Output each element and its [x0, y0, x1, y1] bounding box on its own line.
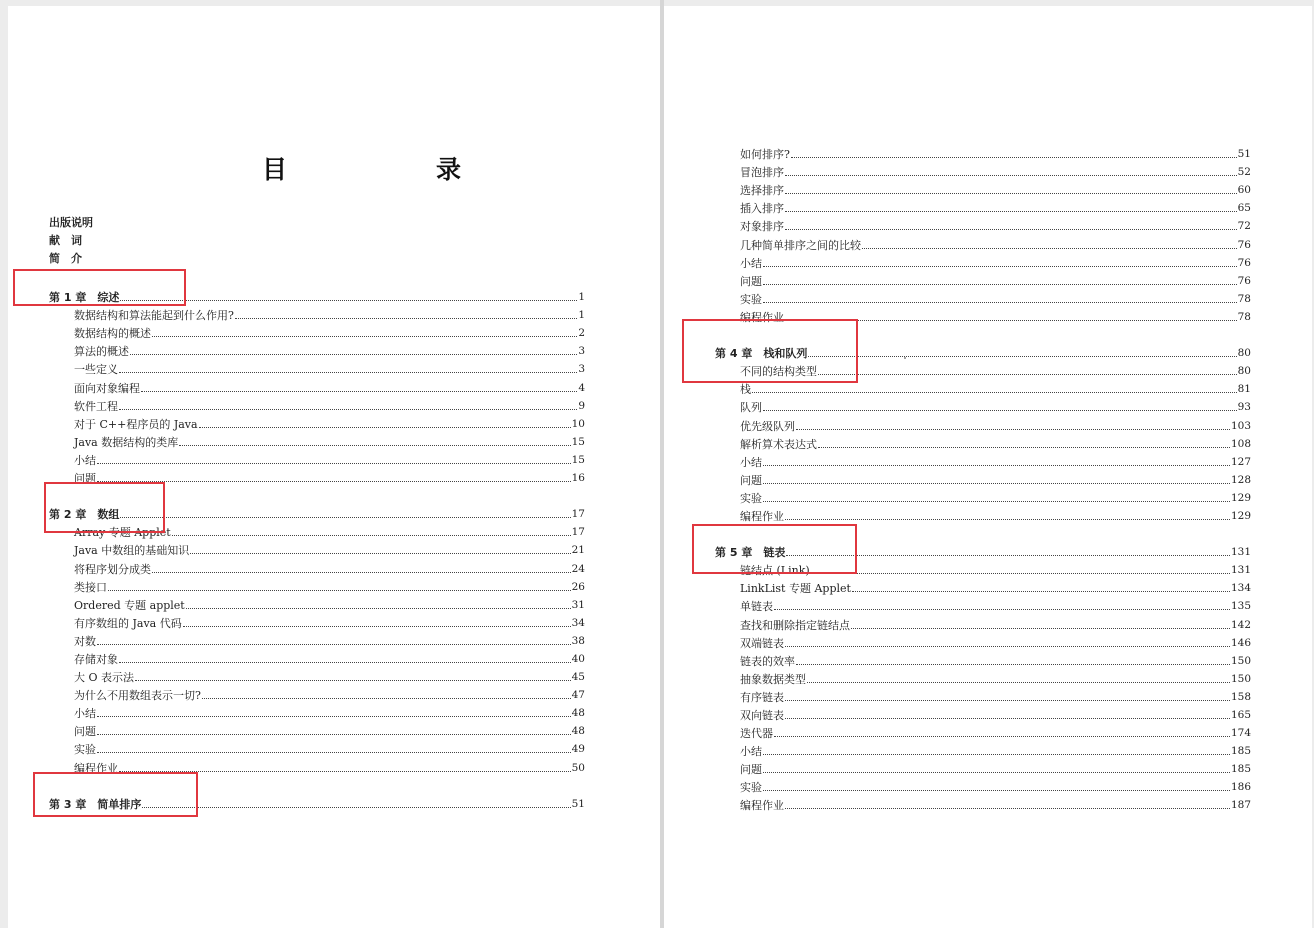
dot-leader	[785, 808, 1230, 809]
toc-entry-label: 小结	[74, 707, 96, 721]
dot-leader	[142, 807, 570, 808]
toc-page-number: 4	[578, 381, 585, 394]
dot-leader	[186, 608, 571, 609]
dot-leader	[97, 463, 571, 464]
dot-leader	[135, 680, 571, 681]
highlight-box-chapter-4	[682, 319, 858, 383]
dot-leader	[785, 193, 1237, 194]
toc-entry-label: 问题	[74, 725, 96, 739]
toc-entry-label: 小结	[740, 256, 762, 270]
toc-page-number: 129	[1230, 509, 1251, 522]
toc-entry-label: 链结点 (Link)	[740, 564, 810, 578]
highlight-box-chapter-1	[13, 269, 186, 306]
toc-section-row	[49, 557, 585, 575]
toc-section-row	[49, 612, 585, 630]
toc-page-number: 108	[1230, 437, 1251, 450]
toc-page-number: 186	[1230, 781, 1251, 794]
front-matter-item: 简 介	[49, 252, 82, 265]
toc-page-number: 131	[1230, 546, 1251, 559]
toc-entry-label: 编程作业	[740, 799, 784, 813]
dot-leader	[818, 374, 1237, 375]
toc-section-row	[49, 539, 585, 557]
toc-section-row	[49, 431, 585, 449]
toc-page-number: 128	[1230, 473, 1251, 486]
toc-section-row	[49, 720, 585, 738]
toc-page-number: 135	[1230, 600, 1251, 613]
toc-entry-label: 第 2 章 数组	[49, 508, 120, 522]
dot-leader	[763, 302, 1237, 303]
toc-entry-label: 插入排序	[740, 202, 784, 216]
toc-entry-label: 栈	[740, 383, 751, 397]
dot-leader	[141, 391, 577, 392]
toc-page-number: 3	[578, 345, 585, 358]
toc-section-row	[49, 449, 585, 467]
dot-leader	[763, 754, 1230, 755]
toc-entry-label: 实验	[740, 491, 762, 505]
toc-entry-label: 对数	[74, 634, 96, 648]
toc-section-row	[49, 702, 585, 720]
toc-page-number: 78	[1237, 292, 1251, 305]
toc-page-number: 15	[571, 435, 585, 448]
toc-page-number: 48	[571, 707, 585, 720]
dot-leader	[785, 519, 1230, 520]
scan-speck	[904, 357, 906, 359]
toc-entry-label: 数据结构和算法能起到什么作用?	[74, 309, 234, 323]
toc-page-number: 40	[571, 652, 585, 665]
toc-entry-label: 链表的效率	[740, 654, 795, 668]
toc-entry-label: 第 3 章 简单排序	[49, 797, 142, 811]
toc-page-number: 185	[1230, 763, 1251, 776]
toc-entry-label: 编程作业	[740, 310, 784, 324]
dot-leader	[774, 609, 1230, 610]
dot-leader	[796, 664, 1230, 665]
toc-page-number: 76	[1237, 238, 1251, 251]
toc-page-number: 10	[571, 417, 585, 430]
toc-section-row	[49, 738, 585, 756]
toc-section-row	[49, 413, 585, 431]
toc-entry-label: Java 中数组的基础知识	[74, 544, 190, 558]
dot-leader	[763, 266, 1237, 267]
dot-leader	[190, 553, 570, 554]
toc-section-row	[715, 143, 1251, 161]
toc-page-number: 76	[1237, 256, 1251, 269]
toc-page-number: 103	[1230, 419, 1251, 432]
toc-page-number: 52	[1237, 166, 1251, 179]
toc-section-row	[715, 740, 1251, 758]
toc-page-number: 17	[571, 526, 585, 539]
toc-title: 目 录	[262, 155, 524, 184]
toc-entry-label: 双向链表	[740, 709, 784, 722]
toc-section-row	[49, 630, 585, 648]
toc-entry-label: 软件工程	[74, 399, 118, 413]
toc-section-row	[715, 451, 1251, 469]
toc-page-number: 24	[571, 562, 585, 575]
toc-section-row	[715, 233, 1251, 251]
toc-entry-label: 几种简单排序之间的比较	[740, 238, 861, 252]
toc-entry-label: 编程作业	[74, 761, 118, 775]
toc-section-row	[715, 722, 1251, 740]
dot-leader	[119, 662, 571, 663]
dot-leader	[763, 410, 1237, 411]
toc-page-number: 150	[1230, 672, 1251, 685]
toc-entry-label: 小结	[74, 453, 96, 467]
toc-section-row	[715, 433, 1251, 451]
toc-page-number: 1	[578, 291, 585, 304]
toc-entry-label: 抽象数据类型	[740, 672, 806, 686]
toc-section-row	[715, 794, 1251, 812]
toc-section-row	[715, 215, 1251, 233]
toc-page-number: 17	[571, 508, 585, 521]
toc-page-number: 78	[1237, 310, 1251, 323]
dot-leader	[183, 626, 571, 627]
toc-page-number: 158	[1230, 690, 1251, 703]
dot-leader	[763, 284, 1237, 285]
toc-section-row	[49, 304, 585, 322]
toc-page-number: 146	[1230, 636, 1251, 649]
toc-page-number: 16	[571, 472, 585, 485]
toc-page-number: 185	[1230, 745, 1251, 758]
dot-leader	[202, 698, 571, 699]
front-matter-item: 出版说明	[49, 216, 93, 229]
toc-entry-label: 问题	[740, 274, 762, 288]
toc-entry-label: 第 5 章 链表	[715, 546, 786, 560]
toc-page-number: 26	[571, 580, 585, 593]
toc-entry-label: 实验	[74, 743, 96, 757]
toc-entry-label: 有序数组的 Java 代码	[74, 616, 182, 630]
toc-entry-label: 队列	[740, 401, 762, 415]
toc-page-number: 60	[1237, 184, 1251, 197]
dot-leader	[791, 157, 1237, 158]
dot-leader	[785, 700, 1230, 701]
front-matter-item: 献 词	[49, 234, 82, 247]
toc-section-row	[715, 288, 1251, 306]
toc-page-number: 48	[571, 725, 585, 738]
dot-leader	[852, 591, 1230, 592]
toc-page-number: 129	[1230, 491, 1251, 504]
toc-page-number: 150	[1230, 654, 1251, 667]
toc-section-row	[49, 395, 585, 413]
toc-entry-label: 问题	[740, 763, 762, 777]
toc-entries-right	[715, 143, 1251, 812]
toc-entry-label: 优先级队列	[740, 419, 795, 433]
toc-page-number: 76	[1237, 274, 1251, 287]
dot-leader	[785, 229, 1237, 230]
dot-leader	[763, 483, 1230, 484]
dot-leader	[235, 318, 577, 319]
toc-page-number: 51	[571, 797, 585, 810]
toc-entry-label: 编程作业	[740, 509, 784, 523]
toc-page-number: 3	[578, 363, 585, 376]
toc-section-row	[715, 595, 1251, 613]
toc-entry-label: 类接口	[74, 580, 107, 594]
toc-page-number: 142	[1230, 618, 1251, 631]
toc-entry-label: 不同的结构类型	[740, 365, 817, 379]
toc-page-number: 65	[1237, 202, 1251, 215]
toc-page-number: 187	[1230, 799, 1251, 812]
toc-page-number: 165	[1230, 709, 1251, 721]
dot-leader	[152, 336, 577, 337]
toc-page-number: 21	[571, 544, 585, 557]
toc-entry-label: 实验	[740, 292, 762, 306]
toc-entry-label: Java 数据结构的类库	[74, 435, 179, 449]
toc-section-row	[715, 179, 1251, 197]
toc-section-row	[49, 576, 585, 594]
toc-section-row	[715, 613, 1251, 631]
toc-entry-label: 解析算术表达式	[740, 437, 817, 451]
toc-section-row	[715, 758, 1251, 776]
toc-section-row	[715, 252, 1251, 270]
toc-page-number: 38	[571, 634, 585, 647]
toc-page-number: 134	[1230, 582, 1251, 595]
dot-leader	[763, 465, 1230, 466]
toc-entry-label: 对象排序	[740, 220, 784, 234]
toc-section-row	[49, 666, 585, 684]
dot-leader	[774, 736, 1230, 737]
toc-entry-label: 一些定义	[74, 363, 118, 377]
toc-page-number: 1	[578, 309, 585, 322]
toc-section-row	[49, 340, 585, 358]
toc-page-number: 47	[571, 689, 585, 702]
toc-section-row	[715, 161, 1251, 179]
toc-page-number: 34	[571, 616, 585, 629]
dot-leader	[119, 409, 577, 410]
toc-page-number: 50	[571, 761, 585, 774]
toc-section-row	[715, 650, 1251, 668]
dot-leader	[97, 481, 571, 482]
toc-page-number: 49	[571, 743, 585, 756]
toc-entry-label: 冒泡排序	[740, 166, 784, 180]
toc-page-number: 131	[1230, 564, 1251, 577]
toc-section-row	[49, 594, 585, 612]
toc-section-row	[49, 648, 585, 666]
dot-leader	[120, 300, 577, 301]
dot-leader	[97, 644, 571, 645]
dot-leader	[120, 517, 570, 518]
dot-leader	[851, 628, 1230, 629]
dot-leader	[862, 248, 1237, 249]
highlight-box-chapter-2	[44, 482, 165, 533]
toc-entry-label: 迭代器	[740, 727, 773, 741]
toc-page-number: 93	[1237, 401, 1251, 414]
toc-entry-label: 为什么不用数组表示一切?	[74, 689, 201, 703]
toc-section-row	[715, 469, 1251, 487]
toc-section-row	[49, 322, 585, 340]
dot-leader	[808, 356, 1236, 357]
toc-entry-label: 第 1 章 综述	[49, 291, 120, 305]
toc-entry-label: 算法的概述	[74, 345, 129, 359]
toc-entry-label: 小结	[740, 745, 762, 759]
toc-entry-label: 查找和删除指定链结点	[740, 618, 850, 632]
dot-leader	[119, 372, 577, 373]
dot-leader	[785, 646, 1230, 647]
toc-section-row	[715, 270, 1251, 288]
toc-entry-label: 将程序划分成类	[74, 562, 151, 576]
dot-leader	[179, 445, 570, 446]
toc-entry-label: Ordered 专题 applet	[74, 598, 185, 612]
dot-leader	[785, 211, 1237, 212]
dot-leader	[763, 790, 1230, 791]
toc-entry-label: 双端链表	[740, 636, 784, 650]
dot-leader	[818, 447, 1230, 448]
toc-entry-label: 第 4 章 栈和队列	[715, 347, 808, 361]
highlight-box-chapter-5	[692, 524, 857, 574]
toc-section-row	[715, 668, 1251, 686]
toc-page-number: 72	[1237, 220, 1251, 233]
dot-leader	[152, 572, 571, 573]
toc-entry-label: 问题	[740, 473, 762, 487]
toc-entry-label: 面向对象编程	[74, 381, 140, 395]
toc-section-row	[715, 776, 1251, 794]
toc-entry-label: 小结	[740, 455, 762, 469]
toc-entry-label: 选择排序	[740, 184, 784, 198]
dot-leader	[785, 175, 1237, 176]
toc-entry-label: LinkList 专题 Applet	[740, 582, 851, 596]
toc-page-number: 81	[1237, 383, 1251, 396]
dot-leader	[785, 718, 1230, 719]
toc-page-number: 15	[571, 453, 585, 466]
toc-entry-label: 问题	[74, 472, 96, 486]
toc-section-row	[49, 376, 585, 394]
dot-leader	[172, 535, 571, 536]
toc-page-number: 127	[1230, 455, 1251, 468]
toc-page-number: 80	[1237, 365, 1251, 378]
toc-entry-label: 实验	[740, 781, 762, 795]
toc-entry-label: 对于 C++程序员的 Java	[74, 417, 198, 431]
toc-page-number: 9	[578, 399, 585, 412]
toc-entry-label: 数据结构的概述	[74, 327, 151, 341]
toc-page-left	[8, 6, 660, 928]
dot-leader	[97, 752, 571, 753]
toc-entry-label: 单链表	[740, 600, 773, 614]
dot-leader	[763, 772, 1230, 773]
toc-entry-label: 存储对象	[74, 652, 118, 666]
dot-leader	[811, 573, 1230, 574]
toc-entry-label: Array 专题 Applet	[74, 526, 171, 540]
toc-entry-label: 大 O 表示法	[74, 671, 135, 685]
toc-page-right	[664, 6, 1312, 928]
toc-entry-label: 有序链表	[740, 690, 784, 704]
toc-entries-left	[49, 286, 585, 811]
toc-section-row	[715, 632, 1251, 650]
toc-page-number: 2	[578, 327, 585, 340]
dot-leader	[97, 734, 571, 735]
toc-section-row	[715, 505, 1251, 523]
toc-page-number: 80	[1237, 347, 1251, 360]
dot-leader	[796, 429, 1230, 430]
toc-section-row	[715, 686, 1251, 704]
toc-page-number: 51	[1237, 148, 1251, 161]
toc-section-row	[715, 414, 1251, 432]
dot-leader	[130, 354, 577, 355]
toc-page-number: 31	[571, 598, 585, 611]
toc-page-number: 174	[1230, 727, 1251, 740]
toc-entry-label: 如何排序?	[740, 148, 790, 162]
dot-leader	[752, 392, 1237, 393]
dot-leader	[807, 682, 1230, 683]
dot-leader	[199, 427, 571, 428]
toc-section-row	[49, 358, 585, 376]
toc-section-row	[715, 396, 1251, 414]
toc-section-row	[49, 684, 585, 702]
dot-leader	[763, 501, 1230, 502]
toc-section-row	[715, 704, 1251, 722]
toc-section-row	[715, 197, 1251, 215]
dot-leader	[97, 716, 571, 717]
highlight-box-chapter-3	[33, 772, 198, 817]
toc-page-number: 45	[571, 671, 585, 684]
toc-section-row	[715, 487, 1251, 505]
toc-section-row	[715, 577, 1251, 595]
dot-leader	[108, 590, 571, 591]
front-matter-list	[49, 214, 93, 268]
